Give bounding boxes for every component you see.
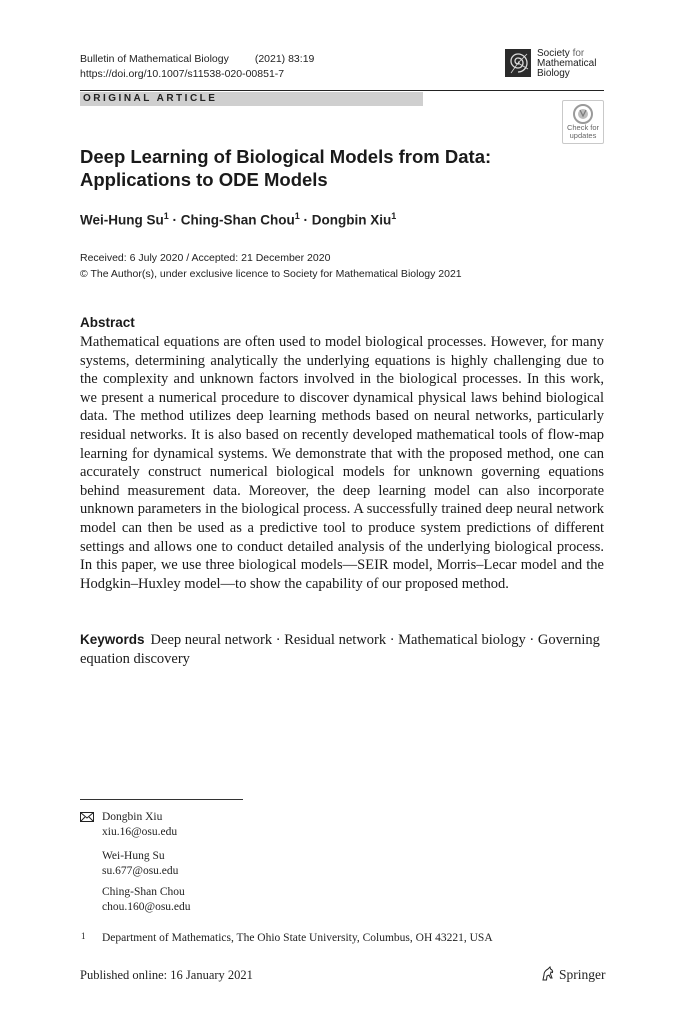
affiliation-text: Department of Mathematics, The Ohio State University, Columbus, OH 43221, USA bbox=[102, 932, 493, 944]
crossmark-icon bbox=[573, 104, 593, 124]
author-list: Wei-Hung $Su^1$ · Ching-Shan Chou$^1$ · Dongbin Xiu$^1$ bbox=[80, 211, 397, 228]
contact-name: Ching-Shan Chou bbox=[102, 886, 185, 898]
envelope-icon bbox=[80, 812, 94, 822]
received-dates: Received: 6 July 2020 / Accepted: 21 December 2020 bbox=[80, 252, 331, 264]
affiliation-marker: 1 bbox=[391, 211, 397, 221]
abstract-heading: Abstract bbox=[80, 315, 135, 330]
published-date: Published online: 16 January 2021 bbox=[80, 968, 253, 982]
keywords bbox=[80, 631, 604, 668]
nautilus-logo bbox=[505, 49, 531, 77]
springer-horse-icon bbox=[540, 966, 556, 982]
contact-name: Dongbin Xiu bbox=[102, 811, 163, 823]
footnote-rule bbox=[80, 799, 243, 800]
author-name: Ching-Shan Chou bbox=[180, 212, 295, 228]
check-for-updates-badge[interactable]: Check for updates bbox=[562, 100, 604, 144]
journal-name: Bulletin of Mathematical Biology bbox=[80, 53, 229, 65]
journal-citation-line bbox=[80, 53, 314, 65]
society-name: Society for Mathematical Biology bbox=[537, 48, 597, 79]
copyright-notice: © The Author(s), under exclusive licence to Society for Mathematical Biology 2021 bbox=[80, 268, 462, 280]
contact-email[interactable]: su.677@osu.edu bbox=[102, 865, 179, 877]
keywords-label: Keywords bbox=[80, 632, 145, 647]
author-name: Dongbin Xiu bbox=[311, 212, 392, 228]
publisher-name: Springer bbox=[559, 967, 606, 982]
publisher-logo bbox=[540, 966, 606, 983]
affiliation-number: 1 bbox=[81, 931, 86, 941]
contact-email[interactable]: chou.160@osu.edu bbox=[102, 901, 191, 913]
affiliation-marker: 1 bbox=[294, 211, 300, 221]
citation: (2021) 83:19 bbox=[254, 53, 315, 65]
article-title: Deep Learning of Biological Models from Data: Applications to ODE Models bbox=[80, 146, 492, 190]
author-name: Wei-Hung Su bbox=[80, 212, 164, 228]
contact-email[interactable]: xiu.16@osu.edu bbox=[102, 826, 178, 838]
contact-name: Wei-Hung Su bbox=[102, 850, 165, 862]
doi-link[interactable]: https://doi.org/10.1007/s11538-020-00851-7 bbox=[80, 68, 285, 80]
keywords-text: Deep neural network · Residual network · Mathematical biology · Governing equation discovery bbox=[80, 632, 600, 667]
header-rule bbox=[80, 90, 604, 91]
affiliation-marker: 1 bbox=[163, 211, 169, 221]
article-type-label: ORIGINAL ARTICLE bbox=[83, 93, 218, 104]
abstract-body: Mathematical equations are often used to model biological processes. However, for many systems, determining analytically the underlying equations is highly challenging due to the complexity and unknown factors involved in the biological processes. In this work, we present a numerical procedure to discover dynamical physical laws behind biological data. The method utilizes deep learning methods based on neural networks, particularly residual networks. It is also based on recently developed mathematical tools of flow-map learning for dynamical systems. We demonstrate that with the proposed method, one can accurately construct numerical biological models for unknown governing equations behind measurement data. Moreover, the deep learning model can also incorporate unknown parameters in the biological process. A successfully trained deep neural network model can then be used as a predictive tool to produce system predictions of different settings and allows one to conduct detailed analysis of the underlying biological process. In this paper, we use three biological models—SEIR model, Morris–Lecar model and the Hodgkin–Huxley model—to show the capability of our proposed method. bbox=[80, 334, 604, 592]
